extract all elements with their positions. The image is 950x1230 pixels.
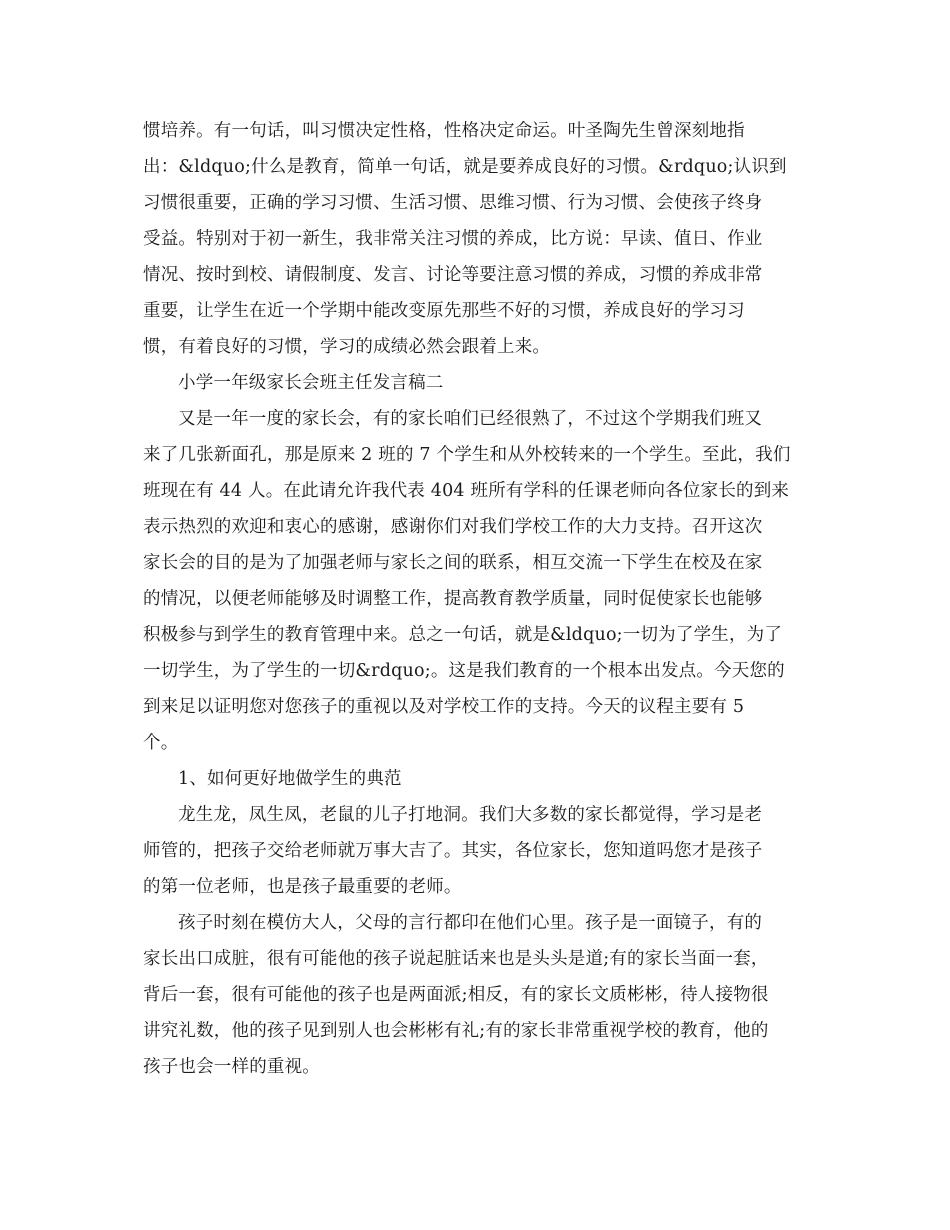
text-line: 班现在有 44 人。在此请允许我代表 404 班所有学科的任课老师向各位家长的到来	[143, 481, 790, 501]
text-line: 受益。特别对于初一新生，我非常关注习惯的养成，比方说：早读、值日、作业	[143, 229, 763, 249]
paragraph-role-model	[143, 797, 813, 905]
text-line: 惯，有着良好的习惯，学习的成绩必然会跟着上来。	[143, 337, 551, 357]
text-line: 重要，让学生在近一个学期中能改变原先那些不好的习惯，养成良好的学习习	[143, 301, 745, 321]
text-line: 表示热烈的欢迎和衷心的感谢，感谢你们对我们学校工作的大力支持。召开这次	[143, 517, 763, 537]
subsection-title-text: 1、如何更好地做学生的典范	[178, 769, 402, 789]
section-title	[143, 365, 813, 401]
text-line: 家长会的目的是为了加强老师与家长之间的联系，相互交流一下学生在校及在家	[143, 553, 763, 573]
text-line: 情况、按时到校、请假制度、发言、讨论等要注意习惯的养成，习惯的养成非常	[143, 265, 763, 285]
text-line: 孩子时刻在模仿大人，父母的言行都印在他们心里。孩子是一面镜子，有的	[178, 913, 763, 933]
text-line: 的第一位老师，也是孩子最重要的老师。	[143, 877, 462, 897]
text-line: 积极参与到学生的教育管理中来。总之一句话，就是&ldquo;一切为了学生，为了	[143, 625, 783, 645]
text-line: 一切学生，为了学生的一切&rdquo;。这是我们教育的一个根本出发点。今天您的	[143, 661, 785, 681]
text-line: 龙生龙，凤生凤，老鼠的儿子打地洞。我们大多数的家长都觉得，学习是老	[178, 805, 763, 825]
text-line: 习惯很重要，正确的学习习惯、生活习惯、思维习惯、行为习惯、会使孩子终身	[143, 193, 763, 213]
text-line: 出：&ldquo;什么是教育，简单一句话，就是要养成良好的习惯。&rdquo;认识到	[143, 157, 787, 177]
paragraph-intro	[143, 401, 813, 761]
text-line: 讲究礼数，他的孩子见到别人也会彬彬有礼;有的家长非常重视学校的教育，他的	[143, 1021, 769, 1041]
text-line: 的情况，以便老师能够及时调整工作，提高教育教学质量，同时促使家长也能够	[143, 589, 763, 609]
text-line: 背后一套，很有可能他的孩子也是两面派;相反，有的家长文质彬彬，待人接物很	[143, 985, 769, 1005]
text-line: 又是一年一度的家长会，有的家长咱们已经很熟了，不过这个学期我们班又	[178, 409, 763, 429]
text-line: 师管的，把孩子交给老师就万事大吉了。其实，各位家长，您知道吗您才是孩子	[143, 841, 763, 861]
paragraph-habits	[143, 113, 813, 365]
section-title-text: 小学一年级家长会班主任发言稿二	[178, 373, 444, 393]
subsection-title	[143, 761, 813, 797]
text-line: 家长出口成脏，很有可能他的孩子说起脏话来也是头头是道;有的家长当面一套，	[143, 949, 769, 969]
text-line: 个。	[143, 733, 179, 753]
text-line: 孩子也会一样的重视。	[143, 1057, 320, 1077]
text-line: 来了几张新面孔，那是原来 2 班的 7 个学生和从外校转来的一个学生。至此，我们	[143, 445, 791, 465]
text-line: 惯培养。有一句话，叫习惯决定性格，性格决定命运。叶圣陶先生曾深刻地指	[143, 121, 745, 141]
paragraph-imitation	[143, 905, 813, 1085]
text-line: 到来足以证明您对您孩子的重视以及对学校工作的支持。今天的议程主要有 5	[143, 697, 745, 717]
document-body	[143, 113, 813, 1085]
